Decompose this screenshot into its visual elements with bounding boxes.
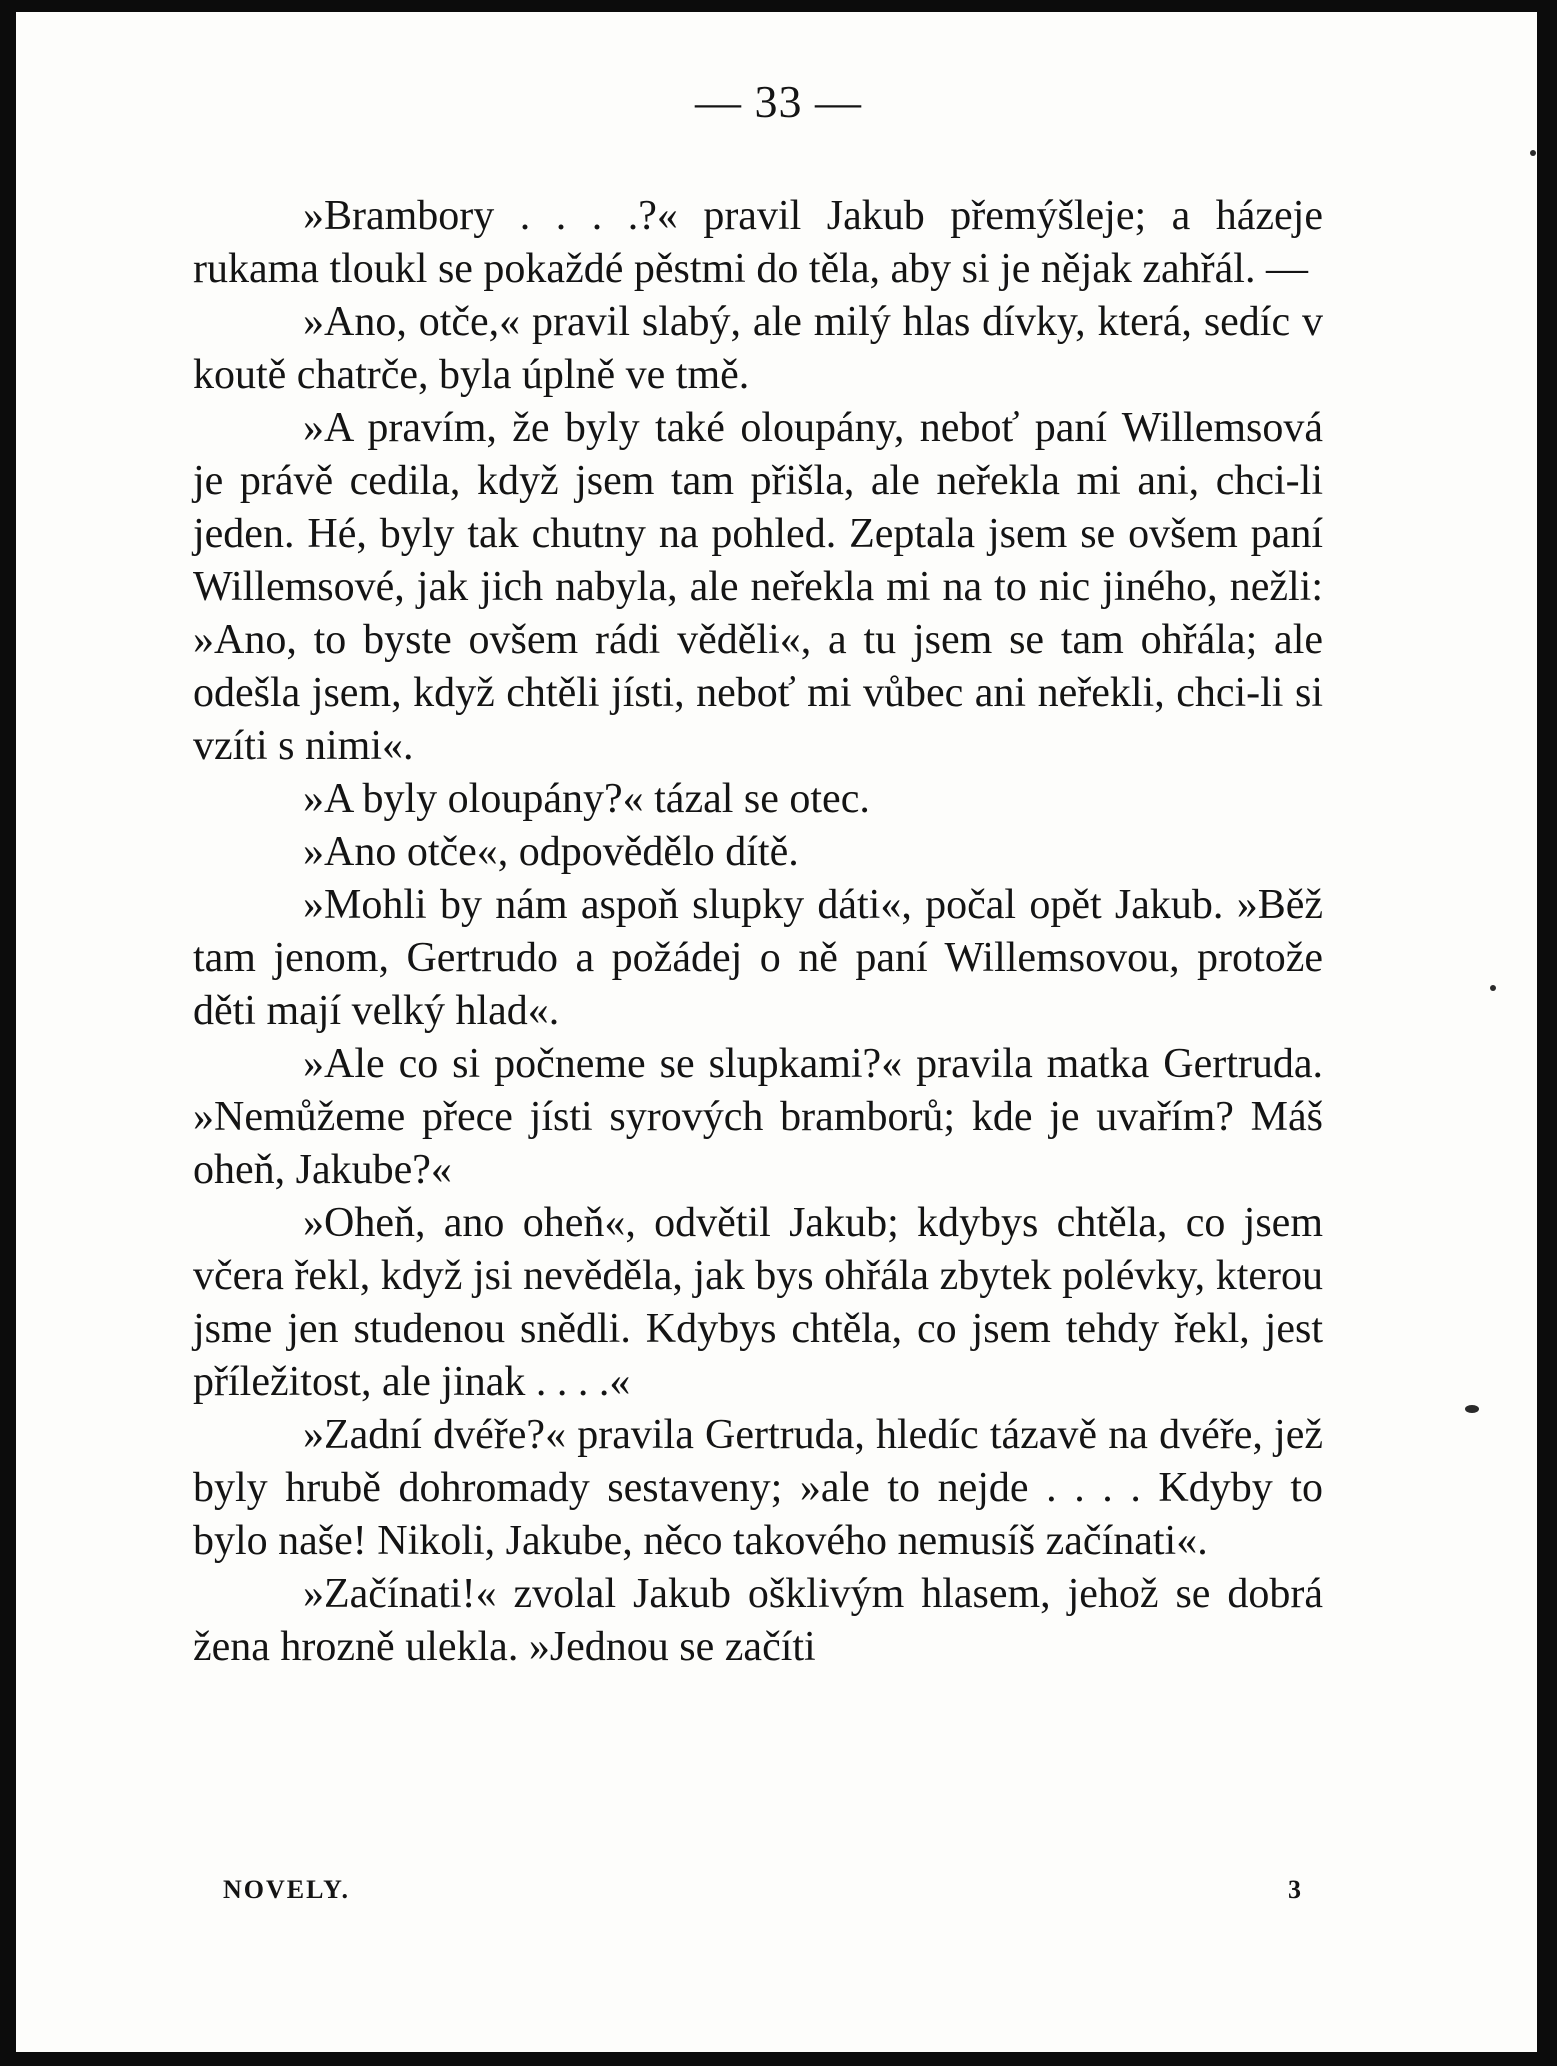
scan-border-left [0, 0, 16, 2066]
paragraph: »Mohli by nám aspoň slupky dáti«, počal opět Jakub. »Běž tam jenom, Gertrudo a požádej o ně paní Willemsovou, protože děti mají velký hlad«. [193, 882, 1323, 1034]
page-number: — 33 — [695, 76, 862, 127]
sheet-number: 3 [1288, 1875, 1303, 1904]
paragraph: »Začínati!« zvolal Jakub ošklivým hlasem, jehož se dobrá žena hrozně ulekla. »Jednou se začíti [193, 1571, 1323, 1670]
page-footer [193, 1870, 1323, 1910]
paragraph: »Brambory . . . .?« pravil Jakub přemýšleje; a házeje rukama tloukl se pokaždé pěstmi do těla, aby si je nějak zahřál. — [193, 193, 1323, 292]
scan-border-right [1537, 0, 1557, 2066]
paragraph: »A byly oloupány?« tázal se otec. [303, 776, 870, 822]
scan-speck [1530, 150, 1536, 156]
paragraph: »Ano otče«, odpovědělo dítě. [303, 829, 799, 875]
scan-speck [1465, 1405, 1479, 1413]
scan-border-bottom [0, 2052, 1557, 2066]
signature-mark: NOVELY. [223, 1875, 350, 1904]
paragraph: »A pravím, že byly také oloupány, neboť paní Willemsová je právě cedila, když jsem tam přišla, ale neřekla mi ani, chci-li jeden. Hé, byly tak chutny na pohled. Zeptala jsem se ovšem paní Willemsové, jak jich nabyla, ale neřekla mi na to nic jiného, nežli: »Ano, to byste ovšem rádi věděli«, a tu jsem se tam ohřála; ale odešla jsem, když chtěli jísti, neboť mi vůbec ani neřekli, chci-li si vzíti s nimi«. [193, 405, 1323, 769]
paragraph: »Zadní dvéře?« pravila Gertruda, hledíc tázavě na dvéře, jež byly hrubě dohromady sestaveny; »ale to nejde . . . . Kdyby to bylo naše! Nikoli, Jakube, něco takového nemusíš začínati«. [193, 1412, 1323, 1564]
scan-speck [1490, 985, 1496, 991]
scan-border-top [0, 0, 1557, 12]
paragraph: »Ano, otče,« pravil slabý, ale milý hlas dívky, která, sedíc v koutě chatrče, byla úplně ve tmě. [193, 299, 1323, 398]
body-text [193, 190, 1323, 1674]
paragraph: »Ale co si počneme se slupkami?« pravila matka Gertruda. »Nemůžeme přece jísti syrových bramborů; kde je uvařím? Máš oheň, Jakube?« [193, 1041, 1323, 1193]
paragraph: »Oheň, ano oheň«, odvětil Jakub; kdybys chtěla, co jsem včera řekl, když jsi nevěděla, jak bys ohřála zbytek polévky, kterou jsme jen studenou snědli. Kdybys chtěla, co jsem tehdy řekl, jest příležitost, ale jinak . . . .« [193, 1200, 1323, 1405]
